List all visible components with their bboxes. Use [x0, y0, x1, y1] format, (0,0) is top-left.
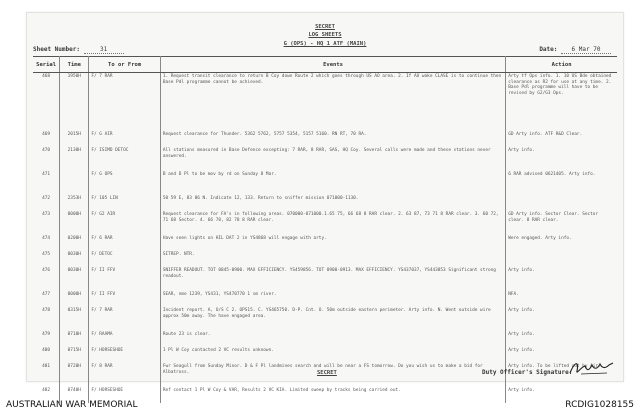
cell-serial: 474: [33, 235, 60, 251]
col-serial: Serial: [33, 57, 60, 73]
cell-to-from: F/ G OPS: [89, 171, 160, 195]
cell-time: 0720H: [60, 363, 89, 387]
table-row: [33, 211, 617, 235]
cell-time: 0315H: [60, 307, 89, 331]
table-row: [33, 331, 617, 347]
cell-time: 0715H: [60, 347, 89, 363]
cell-to-from: F/ G AIR: [89, 131, 160, 147]
cell-action: Arty info. To be lifted out by Air.: [508, 364, 601, 369]
cell-action: Arty info.: [508, 388, 535, 393]
cell-serial: 478: [33, 307, 60, 331]
table-row: [33, 267, 617, 291]
sheet-number-label: Sheet Number:: [33, 46, 80, 53]
cell-to-from: F/ ISIMD DETOC: [89, 147, 160, 171]
cell-action: 6 RAR advised 0621405. Arty info.: [508, 172, 596, 177]
cell-action: [506, 251, 617, 267]
credit-record-id: RCDIG1028155: [565, 400, 634, 410]
cell-time: 0200H: [60, 235, 89, 251]
log-table: [33, 56, 617, 403]
sheet-number-value: 31: [84, 46, 124, 54]
table-row: [33, 147, 617, 171]
col-events: Events: [160, 57, 505, 73]
cell-action: Arty tf Ops info. 1. 10 US Bde obtained clearance as R2 for use at any time. 2. Base Pdl programme will have to be revised by G2/G3 Ops.: [508, 74, 612, 96]
cell-to-from: F/ DETOC: [89, 251, 160, 267]
handwritten-signature: [567, 359, 617, 377]
col-to-from: To or From: [89, 57, 160, 73]
cell-events: Have seen lights on HIL DAT 2 in YS4868 will engage with arty.: [160, 235, 505, 251]
cell-time: 0710H: [60, 331, 89, 347]
cell-time: 1950H: [60, 73, 89, 132]
cell-action: Arty info.: [508, 308, 535, 313]
cell-time: 2015H: [60, 131, 89, 147]
table-row: [33, 347, 617, 363]
date-value: 6 Mar 70: [561, 46, 611, 54]
cell-time: 2353H: [60, 195, 89, 211]
cell-to-from: F/ II FFV: [89, 291, 160, 307]
cell-events: Ref contact 1 Pl W Coy & VAR, Results 2 VC KIA. Limited sweep by tracks being carried out.: [160, 387, 505, 403]
cell-action: Were engaged. Arty info.: [508, 236, 572, 241]
cell-action: GD Arty info. Sector Clear. Sector clear. 8 RAR clear.: [508, 212, 599, 223]
cell-action: Arty info.: [508, 348, 535, 353]
cell-to-from: F/ 8 RAR: [89, 363, 160, 387]
cell-serial: 476: [33, 267, 60, 291]
date-label: Date:: [539, 46, 558, 53]
table-row: [33, 251, 617, 267]
cell-events: Incident report. A, O/S C 2. OPS15. C. YS465750. D-P. Cnt. O. 50m outside eastern perimeter. Arty info. N. Went outside wire approx 50m away. The have engaged area.: [160, 307, 505, 331]
cell-events: Request clearance for Thunder. 5362 5762, 5757 5354, 5157 5160. RN RT, 70 RA.: [160, 131, 505, 147]
cell-action: Arty info.: [508, 332, 535, 337]
cell-events: SITREP. NTR.: [160, 251, 505, 267]
cell-time: 0000H: [60, 211, 89, 235]
col-time: Time: [60, 57, 89, 73]
cell-events: Route 23 is clear.: [160, 331, 505, 347]
cell-serial: 469: [33, 131, 60, 147]
cell-action: Arty info.: [508, 268, 535, 273]
cell-action: NFA.: [508, 292, 519, 297]
cell-events: SEAR, nme 1239, YS431, YS470770 1 sm river.: [160, 291, 505, 307]
cell-serial: 468: [33, 73, 60, 132]
cell-time: 2130H: [60, 147, 89, 171]
cell-events: B and D Pl to be mov by rd on Sunday 8 Mar.: [160, 171, 505, 195]
table-row: [33, 307, 617, 331]
cell-serial: 470: [33, 147, 60, 171]
table-row: [33, 171, 617, 195]
cell-action: GD Arty info. ATF R&D Clear.: [508, 132, 583, 137]
cell-to-from: F/ HORSESHOE: [89, 347, 160, 363]
cell-serial: 471: [33, 171, 60, 195]
credit-institution: AUSTRALIAN WAR MEMORIAL: [6, 400, 138, 410]
cell-serial: 481: [33, 363, 60, 387]
unit-title: G (OPS) - HQ 1 ATF (MAIN): [283, 41, 367, 47]
table-row: [33, 291, 617, 307]
cell-events: Fwr Seagull from Sunday Minor. D & F Pl landmines search and will be near a FS tomorrow. Do you wish us to make a bid for Albatross.: [160, 363, 505, 387]
log-sheet: [26, 12, 624, 393]
cell-to-from: F/ G2 AIR: [89, 211, 160, 235]
log-title: LOG SHEETS: [308, 32, 342, 38]
cell-to-from: F/ 7 RAR: [89, 73, 160, 132]
cell-serial: 475: [33, 251, 60, 267]
cell-to-from: F/ 6 RAR: [89, 235, 160, 251]
cell-to-from: F/ RAAMA: [89, 331, 160, 347]
cell-serial: 472: [33, 195, 60, 211]
cell-serial: 477: [33, 291, 60, 307]
classification-bottom: SECRET: [317, 370, 337, 376]
table-row: [33, 195, 617, 211]
cell-events: 1. Request transit clearance to return B Coy down Route 2 which goes through US AO area. 2. If AO wake CLASE is to continue then Base Pdl programme cannot be achieved.: [160, 73, 505, 132]
cell-time: 0000H: [60, 291, 89, 307]
cell-serial: 480: [33, 347, 60, 363]
cell-action: Arty info.: [508, 148, 535, 153]
cell-to-from: F/ II FFV: [89, 267, 160, 291]
sheet-number-field: [33, 46, 124, 54]
cell-serial: 479: [33, 331, 60, 347]
cell-time: 0030H: [60, 267, 89, 291]
cell-time: [60, 171, 89, 195]
cell-events: 50 59 E, 83 86 N. Indicate 12, 133. Return to sniffer mission 071000-1130.: [160, 195, 505, 211]
cell-to-from: F/ 7 RAR: [89, 307, 160, 331]
cell-time: 0030H: [60, 251, 89, 267]
table-row: [33, 131, 617, 147]
cell-serial: 473: [33, 211, 60, 235]
table-row: [33, 73, 617, 132]
cell-action: [506, 195, 617, 211]
duty-officer-label: Duty Officer's Signature:: [482, 369, 573, 376]
col-action: Action: [506, 57, 617, 73]
cell-events: SNIFFER READOUT. TOT 0845-0900. MAX EFFICIENCY. YS459856. TOT 0900-0913. MAX EFFICIENCY. YS437037, YS443853 Significant strong readout.: [160, 267, 505, 291]
cell-serial: 482: [33, 387, 60, 403]
table-row: [33, 235, 617, 251]
table-header-row: [33, 57, 617, 73]
cell-time: 0740H: [60, 387, 89, 403]
cell-events: Request clearance for FA's in following areas. 070000-071000.1.65 75, 66 68 8 RAR clear. 2. 63 87, 73 71 8 RAR clear. 3. 60 72, 71 68 Sector. 4. 66 70, 82 78 8 RAR clear.: [160, 211, 505, 235]
cell-events: 1 Pl W Coy contacted 2 VC results unknown.: [160, 347, 505, 363]
cell-to-from: F/ 105 LIN: [89, 195, 160, 211]
cell-events: All stations measured in Base Defence excepting: 7 RAR, 8 RAR, SAS, HQ Coy. Several calls were made and these stations never answered.: [160, 147, 505, 171]
classification-top: SECRET: [315, 24, 335, 30]
date-field: [539, 46, 611, 54]
cell-to-from: F/ HORSESHOE: [89, 387, 160, 403]
